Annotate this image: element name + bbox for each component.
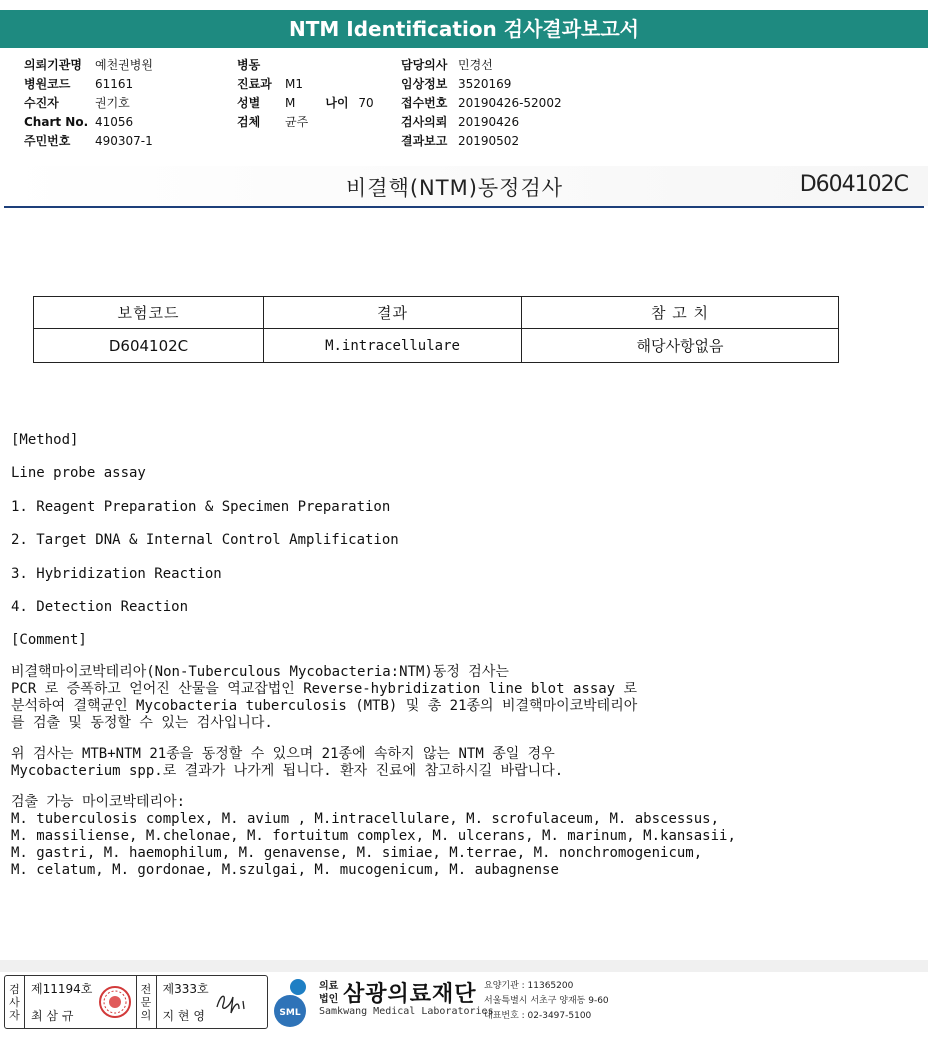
comment-paragraph-3 bbox=[11, 794, 736, 879]
tester-name: 최 삼 규 bbox=[31, 1009, 74, 1023]
method-line: 4. Detection Reaction bbox=[11, 598, 189, 615]
comment-paragraph-2 bbox=[11, 746, 736, 780]
org-type: 의료 법인 bbox=[319, 981, 339, 1005]
patient-info-col3 bbox=[401, 56, 562, 151]
org-name: 삼광의료재단 bbox=[343, 982, 477, 1007]
logo-text: SML bbox=[279, 1008, 301, 1018]
comment-line: Mycobacterium spp.로 결과가 나가게 됩니다. 환자 진료에 참고하시길 바랍니다. bbox=[11, 762, 564, 779]
comment-line: 분석하여 결핵균인 Mycobacteria tuberculosis (MTB) 및 총 21종의 비결핵마이코박테리아 bbox=[11, 697, 638, 714]
specialist-license-no: 제333호 bbox=[162, 982, 209, 996]
info-row-institution: 의뢰기관명 예천권병원 bbox=[24, 58, 153, 72]
patient-info-col2 bbox=[237, 56, 374, 132]
seal-icon bbox=[98, 985, 132, 1019]
header-reference: 참 고 치 bbox=[522, 297, 839, 329]
signature-box bbox=[4, 975, 268, 1029]
info-row-department: 진료과 M1 bbox=[237, 77, 303, 91]
info-row-hospital-code: 병원코드 61161 bbox=[24, 77, 134, 91]
comment-line: 를 검출 및 동정할 수 있는 검사입니다. bbox=[11, 714, 273, 731]
specialist-name: 지 현 영 bbox=[162, 1009, 205, 1023]
comment-line: M. celatum, M. gordonae, M.szulgai, M. mucogenicum, M. aubagnense bbox=[11, 861, 559, 878]
info-row-sex-age: 성별 M 나이 70 bbox=[237, 94, 374, 113]
table-row bbox=[34, 329, 839, 363]
test-header bbox=[0, 166, 928, 206]
info-row-doctor: 담당의사 민경선 bbox=[401, 58, 493, 72]
specialist-label: 전 문 의 bbox=[137, 976, 157, 1028]
comment-line: 위 검사는 MTB+NTM 21종을 동정할 수 있으며 21종에 속하지 않는 NTM 종일 경우 bbox=[11, 745, 555, 762]
info-row-patient: 수진자 권기호 bbox=[24, 96, 130, 110]
info-row-resident-no: 주민번호 490307-1 bbox=[24, 134, 153, 148]
info-row-chart-no: Chart No. 41056 bbox=[24, 115, 134, 129]
comment-paragraph-1 bbox=[11, 664, 736, 732]
method-line: 2. Target DNA & Internal Control Amplification bbox=[11, 532, 399, 549]
info-row-ward: 병동 bbox=[237, 58, 261, 72]
patient-info-col1 bbox=[24, 56, 153, 151]
method-heading: [Method] bbox=[11, 432, 79, 448]
footer-band bbox=[0, 960, 928, 972]
test-code: D604102C bbox=[799, 172, 908, 197]
specialist-section bbox=[157, 976, 268, 1028]
report-title: NTM Identification 검사결과보고서 bbox=[289, 17, 639, 41]
method-line: 3. Hybridization Reaction bbox=[11, 565, 222, 582]
org-phone: 대표번호 : 02-3497-5100 bbox=[484, 1011, 592, 1021]
header-insurance-code: 보험코드 bbox=[34, 297, 264, 329]
result-table-header bbox=[34, 297, 839, 329]
comment-line: M. massiliense, M.chelonae, M. fortuitum complex, M. ulcerans, M. marinum, M.kansasii, bbox=[11, 827, 736, 844]
sml-logo-icon bbox=[272, 977, 318, 1027]
org-contact-info bbox=[484, 979, 609, 1024]
tester-license-no: 제11194호 bbox=[31, 982, 93, 996]
info-row-clinical: 임상정보 3520169 bbox=[401, 77, 512, 91]
organization-block bbox=[272, 975, 632, 1029]
comment-line: M. gastri, M. haemophilum, M. genavense, M. simiae, M.terrae, M. nonchromogenicum, bbox=[11, 844, 703, 861]
tester-label: 검 사 자 bbox=[5, 976, 25, 1028]
tester-section bbox=[25, 976, 137, 1028]
age-value: 70 bbox=[358, 96, 374, 110]
org-institution-no: 요양기관 : 11365200 bbox=[484, 981, 574, 991]
comment-line: 비결핵마이코박테리아(Non-Tuberculous Mycobacteria:NTM)동정 검사는 bbox=[11, 663, 509, 680]
comment-heading: [Comment] bbox=[11, 632, 87, 649]
cell-insurance-code: D604102C bbox=[34, 329, 264, 363]
header-result: 결과 bbox=[264, 297, 522, 329]
comment-line: M. tuberculosis complex, M. avium , M.intracellulare, M. scrofulaceum, M. abscessus, bbox=[11, 810, 720, 827]
info-row-request-date: 검사의뢰 20190426 bbox=[401, 115, 520, 129]
info-row-receipt-no: 접수번호 20190426-52002 bbox=[401, 96, 562, 110]
info-row-report-date: 결과보고 20190502 bbox=[401, 134, 520, 148]
method-line: Line probe assay bbox=[11, 465, 146, 482]
info-row-specimen: 검체 균주 bbox=[237, 115, 309, 129]
cell-result: M.intracellulare bbox=[264, 329, 522, 363]
header-divider bbox=[4, 206, 924, 208]
cell-reference: 해당사항없음 bbox=[522, 329, 839, 363]
signature-icon bbox=[213, 987, 253, 1017]
result-table bbox=[33, 296, 839, 363]
org-address: 서울특별시 서초구 양재동 9-60 bbox=[484, 996, 609, 1006]
test-name: 비결핵(NTM)동정검사 bbox=[346, 176, 564, 200]
report-title-banner bbox=[0, 10, 928, 48]
comment-line: 검출 가능 마이코박테리아: bbox=[11, 793, 186, 810]
org-english-name: Samkwang Medical Laboratories bbox=[319, 1006, 494, 1017]
report-body bbox=[11, 430, 736, 879]
age-label: 나이 bbox=[325, 96, 349, 110]
comment-line: PCR 로 증폭하고 얻어진 산물을 역교잡법인 Reverse-hybridization line blot assay 로 bbox=[11, 680, 638, 697]
method-line: 1. Reagent Preparation & Specimen Preparation bbox=[11, 498, 391, 515]
